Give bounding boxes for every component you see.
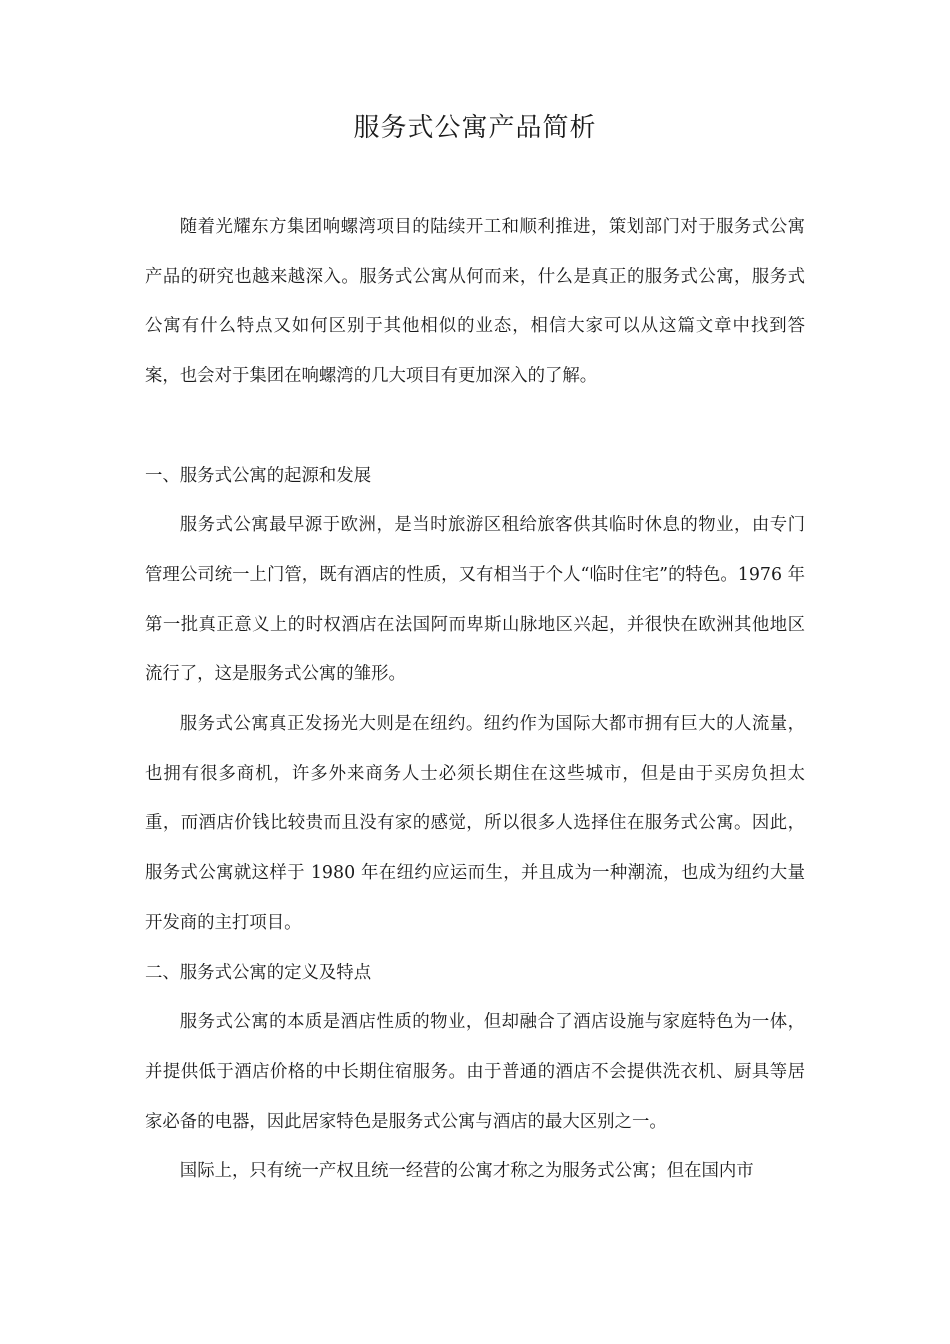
section-heading-1: 一、服务式公寓的起源和发展 — [145, 465, 372, 486]
section-1-paragraph-2: 服务式公寓真正发扬光大则是在纽约。纽约作为国际大都市拥有巨大的人流量，也拥有很多商机，许多外来商务人士必须长期住在这些城市，但是由于买房负担太重，而酒店价钱比较贵而且没有家的感觉，所以很多人选择住在服务式公寓。因此，服务式公寓就这样于 1980 年在纽约应运而生，并且成为一种潮流，也成为纽约大量开发商的主打项目。 — [145, 714, 805, 933]
section-2-paragraph-2: 国际上，只有统一产权且统一经营的公寓才称之为服务式公寓；但在国内市 — [179, 1161, 754, 1182]
section-heading-2: 二、服务式公寓的定义及特点 — [145, 962, 372, 983]
document-body — [145, 203, 805, 1197]
intro-paragraph: 随着光耀东方集团响螺湾项目的陆续开工和顺利推进，策划部门对于服务式公寓产品的研究也越来越深入。服务式公寓从何而来，什么是真正的服务式公寓，服务式公寓有什么特点又如何区别于其他相似的业态，相信大家可以从这篇文章中找到答案，也会对于集团在响螺湾的几大项目有更加深入的了解。 — [145, 217, 805, 387]
document-title: 服务式公寓产品简析 — [353, 113, 597, 143]
section-2-paragraph-1: 服务式公寓的本质是酒店性质的物业，但却融合了酒店设施与家庭特色为一体，并提供低于酒店价格的中长期住宿服务。由于普通的酒店不会提供洗衣机、厨具等居家必备的电器，因此居家特色是服务式公寓与酒店的最大区别之一。 — [145, 1012, 805, 1132]
section-spacer — [145, 402, 805, 452]
section-1-paragraph-1: 服务式公寓最早源于欧洲，是当时旅游区租给旅客供其临时休息的物业，由专门管理公司统一上门管，既有酒店的性质，又有相当于个人“临时住宅”的特色。1976 年第一批真正意义上的时权酒店在法国阿而卑斯山脉地区兴起，并很快在欧洲其他地区流行了，这是服务式公寓的雏形。 — [145, 515, 805, 685]
